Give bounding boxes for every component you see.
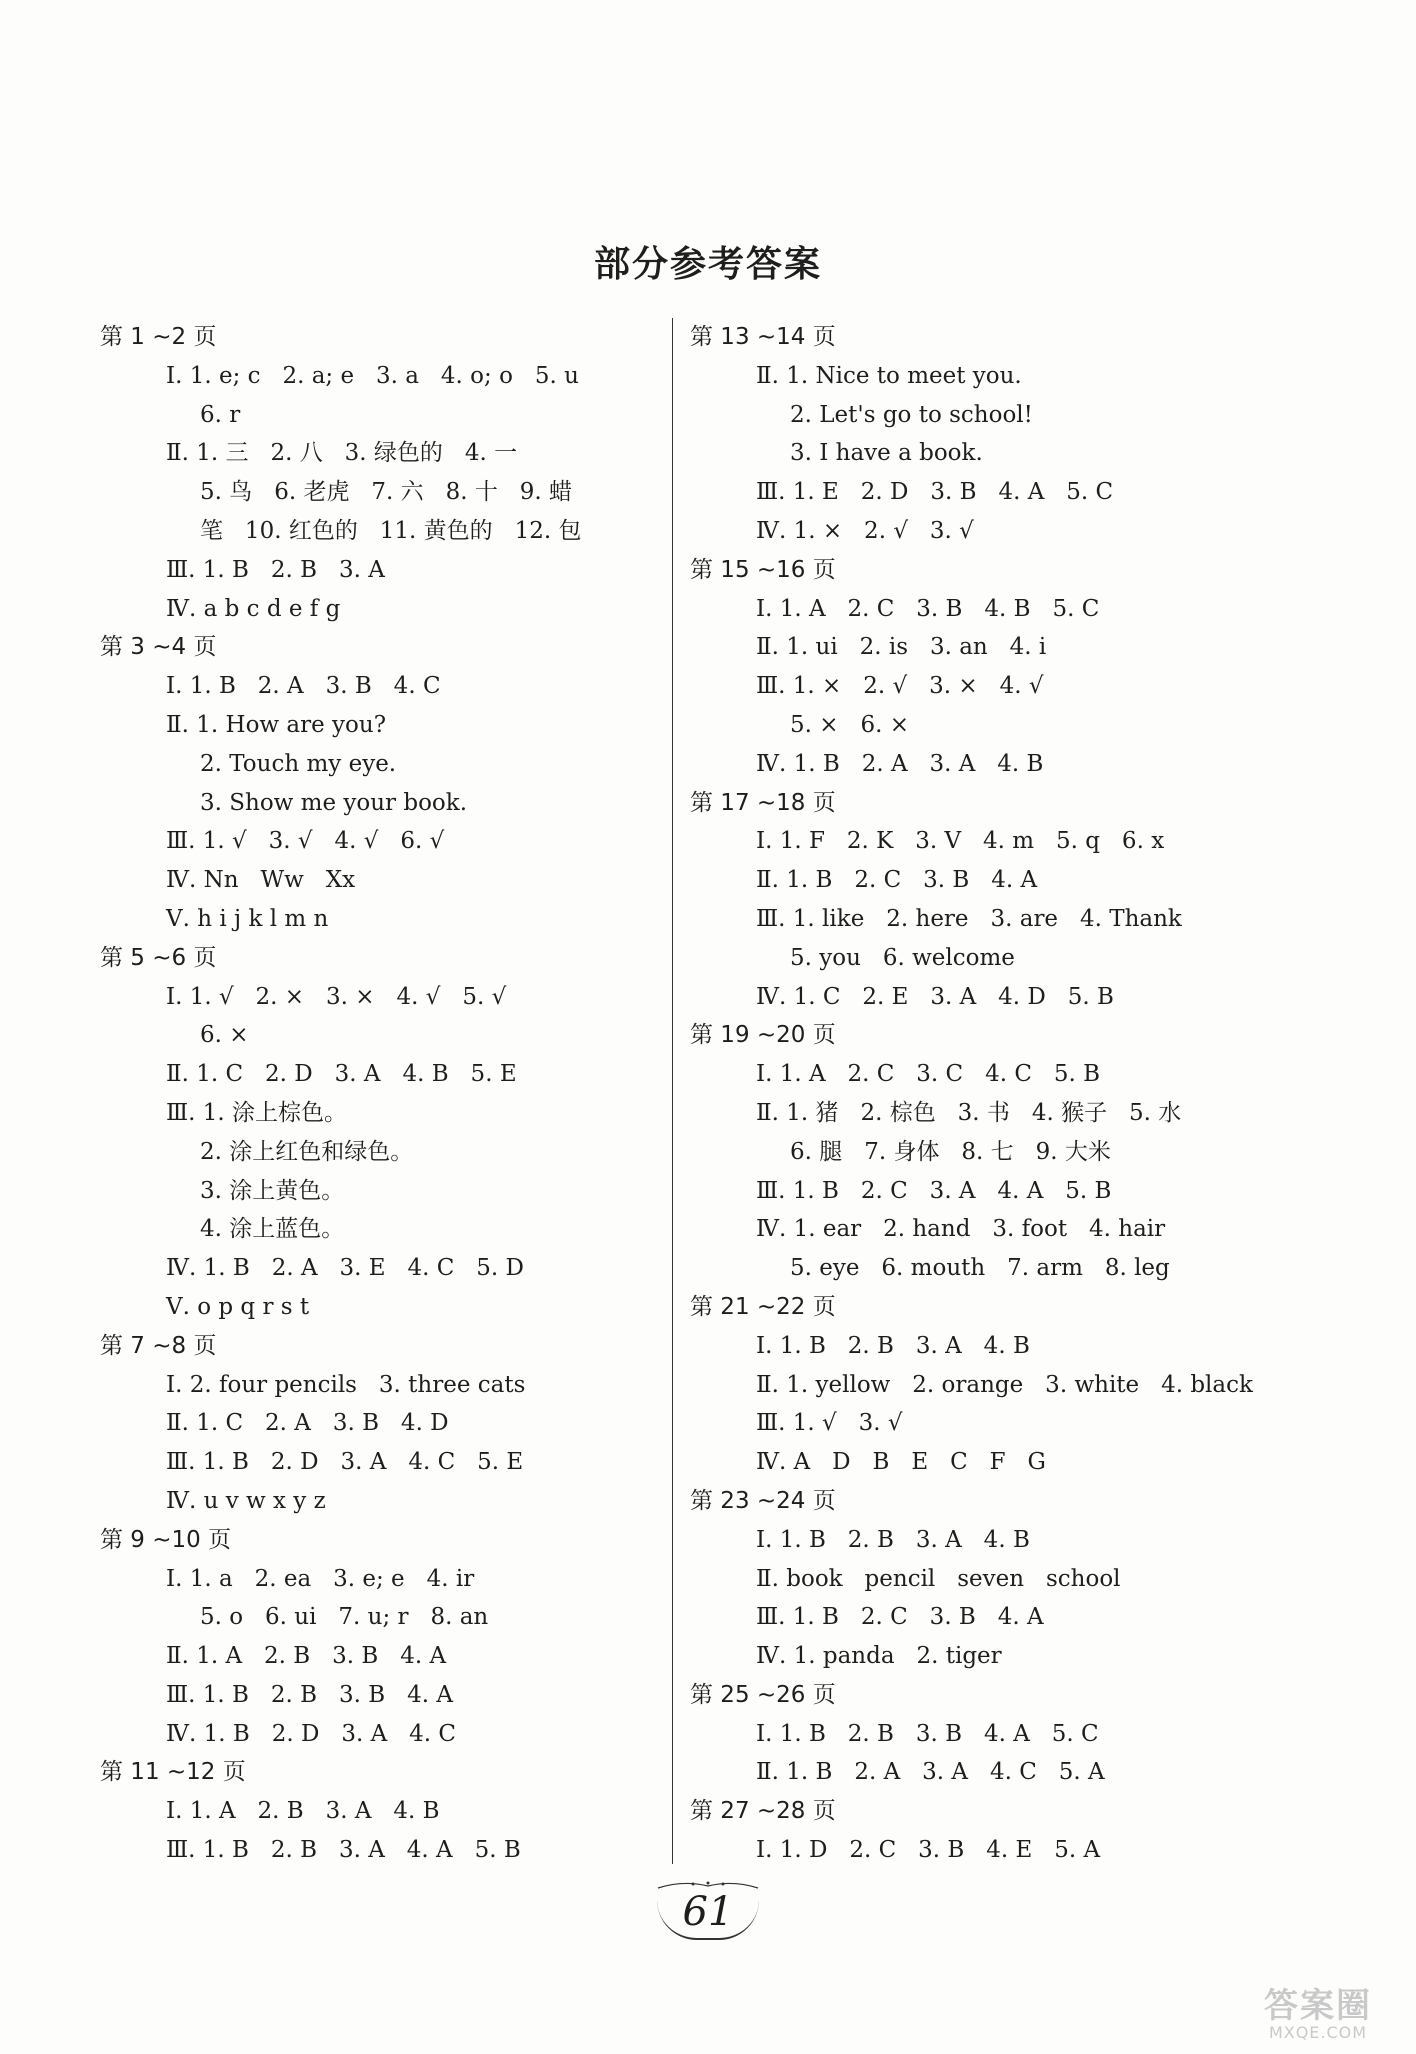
section-heading: 第 21 ~22 页 [690, 1293, 836, 1320]
answer-line: Ⅱ. book pencil seven school [756, 1565, 1121, 1592]
answer-line: 5. 鸟 6. 老虎 7. 六 8. 十 9. 蜡 [200, 479, 573, 506]
page-number: 61 [657, 1890, 760, 1940]
answer-column-right [690, 318, 1270, 1870]
answer-line: Ⅱ. 1. B 2. C 3. B 4. A [756, 867, 1038, 894]
answer-line: Ⅲ. 1. √ 3. √ 4. √ 6. √ [166, 828, 445, 855]
answer-line: Ⅳ. 1. ear 2. hand 3. foot 4. hair [756, 1216, 1166, 1243]
answer-line: Ⅳ. 1. × 2. √ 3. √ [756, 517, 974, 544]
answer-line: Ⅲ. 1. like 2. here 3. are 4. Thank [756, 905, 1182, 932]
answer-line: Ⅱ. 1. 三 2. 八 3. 绿色的 4. 一 [166, 440, 518, 467]
section-heading: 第 27 ~28 页 [690, 1798, 836, 1825]
answer-line: Ⅴ. h i j k l m n [166, 905, 329, 932]
answer-line: Ⅰ. 1. √ 2. × 3. × 4. √ 5. √ [166, 983, 507, 1010]
answer-line: Ⅱ. 1. 猪 2. 棕色 3. 书 4. 猴子 5. 水 [756, 1099, 1182, 1126]
answer-line: Ⅰ. 1. a 2. ea 3. e; e 4. ir [166, 1565, 475, 1592]
answer-line: 笔 10. 红色的 11. 黄色的 12. 包 [200, 517, 582, 544]
answer-line: 2. Let's go to school! [790, 401, 1033, 428]
answer-line: Ⅳ. 1. B 2. A 3. E 4. C 5. D [166, 1255, 524, 1282]
answer-line: Ⅲ. 1. B 2. B 3. A 4. A 5. B [166, 1837, 521, 1864]
answer-line: Ⅰ. 1. A 2. C 3. C 4. C 5. B [756, 1061, 1101, 1088]
section-heading: 第 3 ~4 页 [100, 634, 217, 661]
answer-line: Ⅱ. 1. yellow 2. orange 3. white 4. black [756, 1371, 1253, 1398]
answer-line: 4. 涂上蓝色。 [200, 1216, 345, 1243]
answer-line: Ⅲ. 1. × 2. √ 3. × 4. √ [756, 673, 1044, 700]
answer-line: Ⅳ. 1. panda 2. tiger [756, 1643, 1002, 1670]
answer-line: 2. Touch my eye. [200, 750, 397, 777]
answer-line: Ⅳ. a b c d e f g [166, 595, 341, 622]
watermark-logo [1228, 1988, 1408, 2048]
answer-line: 6. 腿 7. 身体 8. 七 9. 大米 [790, 1138, 1111, 1165]
answer-line: Ⅲ. 1. B 2. C 3. B 4. A [756, 1604, 1044, 1631]
answer-line: Ⅲ. 1. E 2. D 3. B 4. A 5. C [756, 479, 1114, 506]
answer-line: Ⅰ. 1. B 2. A 3. B 4. C [166, 673, 441, 700]
answer-line: 3. Show me your book. [200, 789, 468, 816]
answer-column-left [100, 318, 660, 1870]
answer-line: Ⅳ. Nn Ww Xx [166, 867, 356, 894]
answer-line: Ⅰ. 1. B 2. B 3. A 4. B [756, 1526, 1030, 1553]
answer-line: Ⅲ. 1. √ 3. √ [756, 1410, 903, 1437]
section-heading: 第 1 ~2 页 [100, 324, 217, 350]
section-heading: 第 9 ~10 页 [100, 1526, 232, 1553]
answer-line: Ⅰ. 1. F 2. K 3. V 4. m 5. q 6. x [756, 828, 1165, 855]
answer-line: Ⅲ. 1. B 2. B 3. A [166, 556, 385, 583]
column-divider [672, 318, 673, 1864]
answer-line: Ⅰ. 1. A 2. C 3. B 4. B 5. C [756, 595, 1100, 622]
answer-line: 5. × 6. × [790, 711, 909, 738]
answer-line: Ⅱ. 1. B 2. A 3. A 4. C 5. A [756, 1759, 1105, 1786]
answer-line: 5. eye 6. mouth 7. arm 8. leg [790, 1255, 1170, 1282]
section-heading: 第 13 ~14 页 [690, 324, 836, 350]
answer-line: 6. r [200, 401, 241, 428]
answer-line: 5. o 6. ui 7. u; r 8. an [200, 1604, 489, 1631]
answer-line: 2. 涂上红色和绿色。 [200, 1138, 414, 1165]
section-heading: 第 11 ~12 页 [100, 1759, 246, 1786]
section-heading: 第 15 ~16 页 [690, 556, 836, 583]
answer-line: Ⅱ. 1. ui 2. is 3. an 4. i [756, 634, 1047, 661]
answer-line: Ⅱ. 1. C 2. D 3. A 4. B 5. E [166, 1061, 517, 1088]
section-heading: 第 25 ~26 页 [690, 1681, 836, 1708]
answer-line: Ⅱ. 1. A 2. B 3. B 4. A [166, 1643, 447, 1670]
section-heading: 第 17 ~18 页 [690, 789, 836, 816]
answer-line: Ⅲ. 1. 涂上棕色。 [166, 1099, 348, 1126]
answer-line: Ⅰ. 2. four pencils 3. three cats [166, 1371, 526, 1398]
answer-line: Ⅰ. 1. B 2. B 3. A 4. B [756, 1332, 1030, 1359]
answer-line: Ⅲ. 1. B 2. C 3. A 4. A 5. B [756, 1177, 1112, 1204]
section-heading: 第 19 ~20 页 [690, 1022, 836, 1049]
answer-line: 5. you 6. welcome [790, 944, 1015, 971]
section-heading: 第 23 ~24 页 [690, 1487, 836, 1514]
answer-line: Ⅱ. 1. How are you? [166, 711, 387, 738]
answer-line: Ⅳ. 1. B 2. A 3. A 4. B [756, 750, 1044, 777]
answer-line: Ⅱ. 1. Nice to meet you. [756, 362, 1022, 389]
page-title: 部分参考答案 [593, 244, 822, 285]
answer-line: Ⅳ. u v w x y z [166, 1487, 326, 1514]
answer-line: Ⅰ. 1. B 2. B 3. B 4. A 5. C [756, 1720, 1099, 1747]
answer-line: Ⅰ. 1. D 2. C 3. B 4. E 5. A [756, 1837, 1101, 1864]
answer-line: 3. 涂上黄色。 [200, 1177, 345, 1204]
answer-line: Ⅰ. 1. e; c 2. a; e 3. a 4. o; o 5. u [166, 362, 579, 389]
section-heading: 第 7 ~8 页 [100, 1332, 217, 1359]
answer-line: Ⅱ. 1. C 2. A 3. B 4. D [166, 1410, 449, 1437]
page-number-block [0, 1880, 1416, 1940]
watermark-text: 答案圈 [1264, 1986, 1372, 2026]
watermark-url: MXQE.COM [1268, 2023, 1368, 2042]
answer-line: 6. × [200, 1022, 249, 1049]
answer-line: Ⅳ. 1. B 2. D 3. A 4. C [166, 1720, 456, 1747]
answer-line: Ⅳ. 1. C 2. E 3. A 4. D 5. B [756, 983, 1114, 1010]
answer-line: Ⅴ. o p q r s t [166, 1293, 310, 1320]
answer-line: 3. I have a book. [790, 440, 983, 467]
answer-line: Ⅲ. 1. B 2. D 3. A 4. C 5. E [166, 1449, 524, 1476]
answer-line: Ⅲ. 1. B 2. B 3. B 4. A [166, 1681, 453, 1708]
answer-line: Ⅳ. A D B E C F G [756, 1449, 1046, 1476]
answer-line: Ⅰ. 1. A 2. B 3. A 4. B [166, 1798, 440, 1825]
section-heading: 第 5 ~6 页 [100, 944, 217, 971]
